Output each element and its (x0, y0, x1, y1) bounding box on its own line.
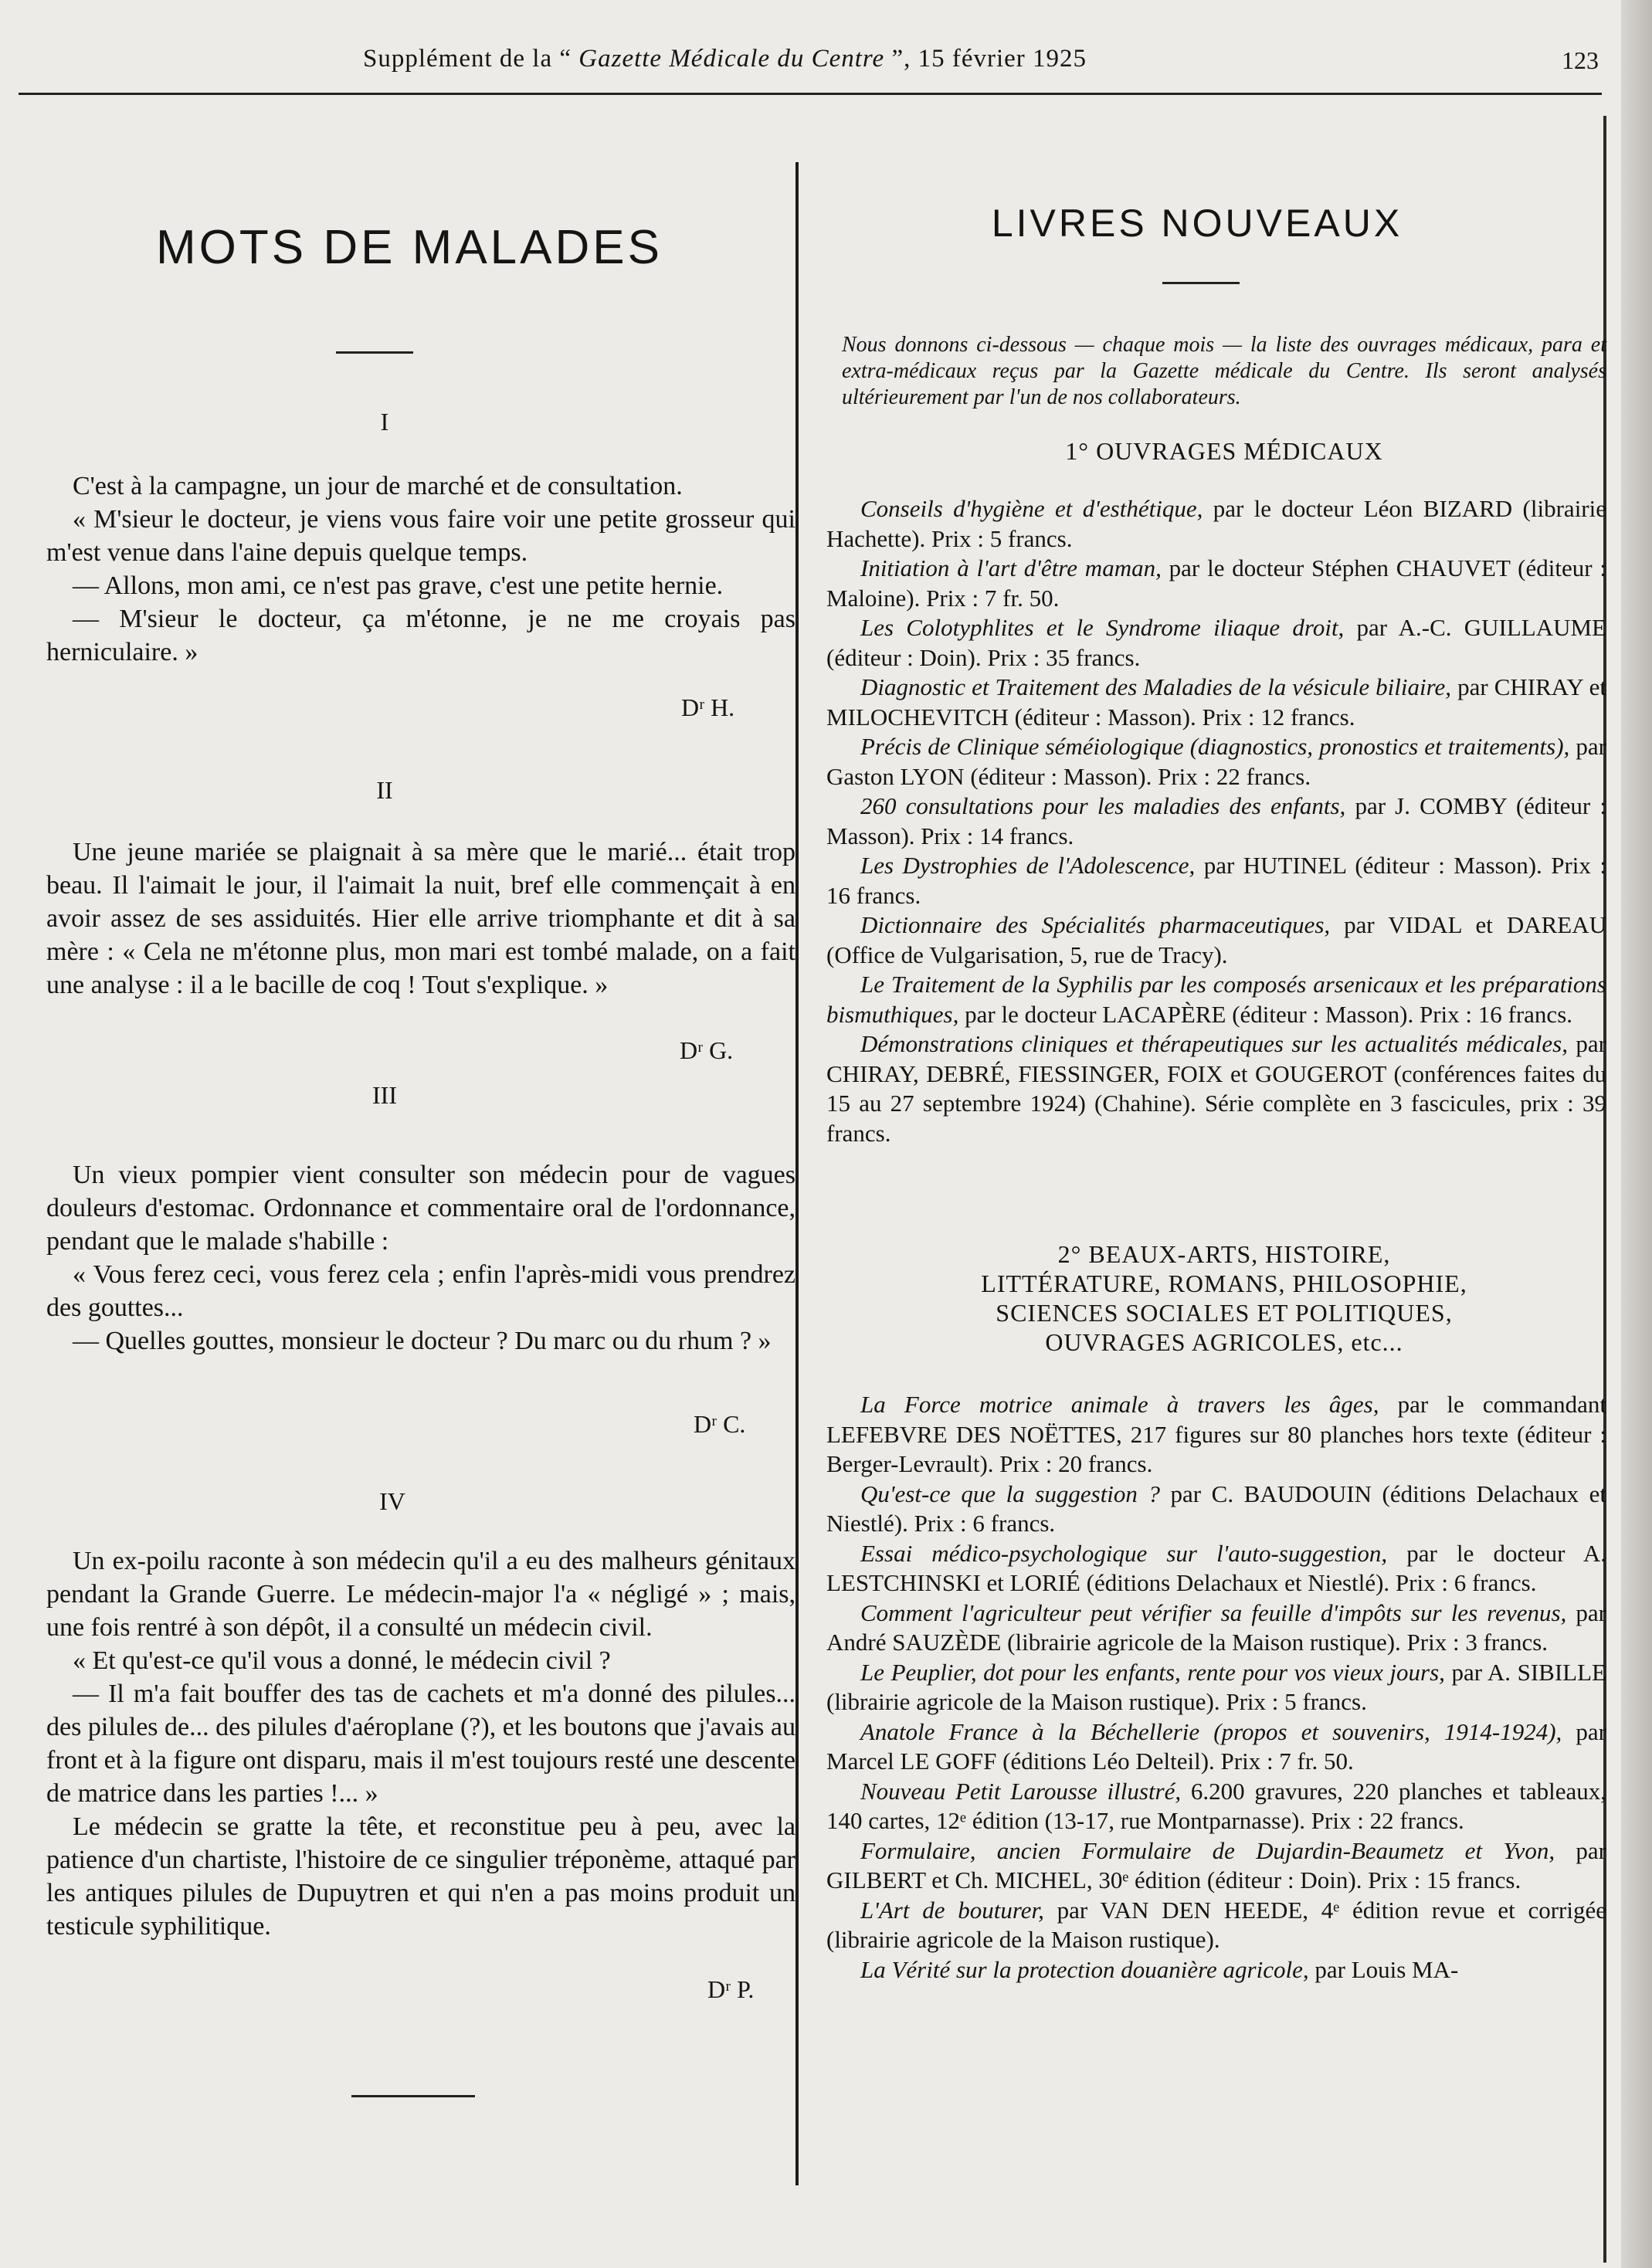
book-details: par le commandant LEFEBVRE DES NOËTTES, 217 figures sur 80 planches hors texte (éditeur : Berger-Levrault). Prix : 20 francs. (826, 1391, 1606, 1477)
book-details: par A.-C. GUILLAUME (éditeur : Doin). Prix : 35 francs. (826, 614, 1606, 671)
book-entry (826, 910, 1606, 970)
book-details: par GILBERT et Ch. MICHEL, 30ᵉ édition (éditeur : Doin). Prix : 15 francs. (826, 1836, 1606, 1893)
book-entry (826, 1539, 1606, 1598)
book-details: par J. COMBY (éditeur : Masson). Prix : 14 francs. (826, 792, 1606, 849)
column-divider (795, 162, 799, 2185)
book-entry (826, 1717, 1606, 1777)
book-details: par le docteur LACAPÈRE (éditeur : Masson). Prix : 16 francs. (958, 1000, 1573, 1028)
book-title: Les Dystrophies de l'Adolescence, (860, 852, 1196, 879)
livres-nouveaux-title: LIVRES NOUVEAUX (991, 202, 1403, 245)
section-line: C'est à la campagne, un jour de marché et de consultation. (73, 472, 683, 500)
book-details: par Gaston LYON (éditeur : Masson). Prix : 22 francs. (826, 733, 1606, 790)
book-entry (826, 970, 1606, 1029)
book-title: La Vérité sur la protection douanière agricole, (860, 1955, 1309, 1983)
section-line: « Vous ferez ceci, vous ferez cela ; enfin l'après-midi vous prendrez des gouttes... (46, 1260, 795, 1322)
section-line: — Allons, mon ami, ce n'est pas grave, c'est une petite hernie. (73, 571, 724, 600)
book-title: Précis de Clinique séméiologique (diagnostics, pronostics et traitements), (860, 733, 1570, 760)
book-title: Comment l'agriculteur peut vérifier sa feuille d'impôts sur les revenus, (860, 1598, 1567, 1626)
book-entry (826, 1777, 1606, 1836)
book-title: Diagnostic et Traitement des Maladies de la vésicule biliaire, (860, 673, 1452, 700)
book-entry (826, 1955, 1606, 1985)
signature: Dʳ G. (680, 1036, 734, 1064)
book-entry (826, 1480, 1606, 1539)
book-title: L'Art de bouturer, (860, 1896, 1044, 1924)
book-entry (826, 792, 1606, 851)
book-title: Initiation à l'art d'être maman, (860, 554, 1162, 581)
book-title: 260 consultations pour les maladies des enfants, (860, 792, 1346, 819)
book-details: par le docteur Léon BIZARD (librairie Hachette). Prix : 5 francs. (826, 495, 1606, 552)
book-details: par Louis MA- (1308, 1955, 1459, 1983)
section-line: « Et qu'est-ce qu'il vous a donné, le médecin civil ? (73, 1646, 611, 1675)
book-details: par VAN DEN HEEDE, 4ᵉ édition revue et corrigée (librairie agricole de la Maison rustique). (826, 1896, 1606, 1953)
left-column (31, 0, 795, 2268)
book-details: par A. SIBILLE (librairie agricole de la Maison rustique). Prix : 5 francs. (826, 1658, 1606, 1715)
page-number: 123 (1562, 46, 1599, 74)
book-title: Le Traitement de la Syphilis par les composés arsenicaux et les préparations bismuthiques, (826, 971, 1606, 1028)
title-rule (336, 351, 413, 354)
title-rule (1162, 282, 1240, 284)
signature: Dʳ H. (681, 693, 735, 721)
section-line: Le médecin se gratte la tête, et reconstitue peu à peu, avec la patience d'un chartiste, l'histoire de ce singulier tréponème, attaqué par les antiques pilules de Dupuytren et qui n'en a pas moins produit un testicule syphilitique. (46, 1812, 795, 1941)
book-entry (826, 1390, 1606, 1480)
section-line: — Il m'a fait bouffer des tas de cachets et m'a donné des pilules... des pilules de... des pilules d'aéroplane (?), et les boutons que j'avais au front et à la figure ont disparu, mais il m'est toujours resté une descente de matrice dans les parties !... » (46, 1680, 795, 1808)
book-entry (826, 673, 1606, 732)
section-line: « M'sieur le docteur, je viens vous faire voir une petite grosseur qui m'est venue dans l'aine depuis quelque temps. (46, 505, 795, 567)
section-line: Un ex-poilu raconte à son médecin qu'il a eu des malheurs génitaux pendant la Grande Guerre. Le médecin-major l'a « négligé » ; mais, une fois rentré à son dépôt, il a consulté un médecin civil. (46, 1547, 795, 1642)
intro-text: Nous donnons ci-dessous — chaque mois — la liste des ouvrages médicaux, para et extra-médicaux reçus par la Gazette médicale du Centre. Ils seront analysés ultérieurement par l'un de nos collaborateurs. (842, 333, 1606, 409)
section-line: Un vieux pompier vient consulter son médecin pour de vagues douleurs d'estomac. Ordonnance et commentaire oral de l'ordonnance, pendant que le malade s'habille : (46, 1161, 795, 1256)
book-details: par C. BAUDOUIN (éditions Delachaux et Niestlé). Prix : 6 francs. (826, 1480, 1607, 1537)
book-entry (826, 1896, 1606, 1955)
section-number: II (376, 776, 393, 804)
book-entry (826, 1598, 1606, 1658)
section-number: III (372, 1081, 397, 1109)
book-title: Formulaire, ancien Formulaire de Dujardin-Beaumetz et Yvon, (860, 1836, 1555, 1864)
book-details: par CHIRAY, DEBRÉ, FIESSINGER, FOIX et GOUGEROT (conférences faites du 15 au 27 septembre 1924) (Chahine). Série complète en 3 fascicules, prix : 39 francs. (826, 1030, 1606, 1147)
book-details: par CHIRAY et MILOCHEVITCH (éditeur : Masson). Prix : 12 francs. (826, 673, 1607, 731)
section-heading-line: 2° BEAUX-ARTS, HISTOIRE, (1057, 1240, 1391, 1268)
running-head-journal: Gazette Médicale du Centre (578, 45, 885, 73)
book-title: Essai médico-psychologique sur l'auto-suggestion, (860, 1539, 1388, 1567)
running-head-pre: Supplément de la “ (363, 45, 579, 73)
section-number: I (380, 408, 389, 436)
section-heading-general (842, 1239, 1606, 1357)
book-title: Nouveau Petit Larousse illustré, (860, 1777, 1182, 1805)
book-entry (826, 1658, 1606, 1717)
section-text (46, 1544, 795, 1943)
running-head-post: ”, 15 février 1925 (884, 45, 1087, 73)
section-heading-line: OUVRAGES AGRICOLES, etc... (1045, 1328, 1403, 1356)
book-details: par HUTINEL (éditeur : Masson). Prix : 16 francs. (826, 852, 1606, 909)
section-heading-line: SCIENCES SOCIALES ET POLITIQUES, (996, 1299, 1453, 1327)
section-line: — Quelles gouttes, monsieur le docteur ? Du marc ou du rhum ? » (73, 1327, 772, 1355)
book-title: Anatole France à la Béchellerie (propos et souvenirs, 1914-1924), (860, 1717, 1562, 1745)
book-title: Qu'est-ce que la suggestion ? (860, 1480, 1160, 1507)
book-list-medical (826, 494, 1606, 1148)
book-entry (826, 494, 1606, 554)
book-entry (826, 1836, 1606, 1896)
section-line: Une jeune mariée se plaignait à sa mère que le marié... était trop beau. Il l'aimait le jour, il l'aimait la nuit, bref elle commençait à en avoir assez de ses assiduités. Hier elle arrive triomphante et dit à sa mère : « Cela ne m'étonne plus, mon mari est tombé malade, on a fait une analyse : il a le bacille de coq ! Tout s'explique. » (46, 838, 795, 999)
book-title: Le Peuplier, dot pour les enfants, rente pour vos vieux jours, (860, 1658, 1445, 1686)
section-text (46, 836, 795, 1002)
book-title: Dictionnaire des Spécialités pharmaceutiques, (860, 911, 1331, 938)
section-heading-medical: 1° OUVRAGES MÉDICAUX (1065, 437, 1383, 465)
book-list-general (826, 1390, 1606, 1985)
book-title: Démonstrations cliniques et thérapeutiques sur les actualités médicales, (860, 1030, 1568, 1057)
book-title: La Force motrice animale à travers les âges, (860, 1391, 1379, 1418)
book-entry (826, 732, 1606, 792)
book-title: Les Colotyphlites et le Syndrome iliaque droit, (860, 614, 1345, 641)
book-details: par le docteur A. LESTCHINSKI et LORIÉ (éditions Delachaux et Niestlé). Prix : 6 francs. (826, 1539, 1606, 1596)
signature: Dʳ C. (694, 1410, 746, 1438)
book-entry (826, 554, 1606, 613)
book-details: par André SAUZÈDE (librairie agricole de la Maison rustique). Prix : 3 francs. (826, 1598, 1606, 1656)
signature: Dʳ P. (707, 1975, 755, 2003)
mots-de-malades-title: MOTS DE MALADES (156, 221, 663, 274)
end-rule (351, 2095, 475, 2097)
section-number: IV (379, 1487, 405, 1515)
section-text (46, 470, 795, 669)
book-entry (826, 1029, 1606, 1148)
book-details: 6.200 gravures, 220 planches et tableaux, 140 cartes, 12ᵉ édition (13-17, rue Montparnasse). Prix : 22 francs. (826, 1777, 1607, 1834)
section-text (46, 1158, 795, 1358)
book-details: par Marcel LE GOFF (éditions Léo Delteil). Prix : 7 fr. 50. (826, 1717, 1606, 1775)
book-entry (826, 613, 1606, 673)
book-entry (826, 851, 1606, 910)
page-edge-shadow (1621, 0, 1652, 2268)
book-title: Conseils d'hygiène et d'esthétique, (860, 495, 1203, 522)
book-details: par VIDAL et DAREAU (Office de Vulgarisation, 5, rue de Tracy). (826, 911, 1607, 968)
section-heading-line: LITTÉRATURE, ROMANS, PHILOSOPHIE, (981, 1270, 1467, 1297)
section-line: — M'sieur le docteur, ça m'étonne, je ne me croyais pas herniculaire. » (46, 605, 795, 666)
book-details: par le docteur Stéphen CHAUVET (éditeur : Maloine). Prix : 7 fr. 50. (826, 554, 1606, 612)
